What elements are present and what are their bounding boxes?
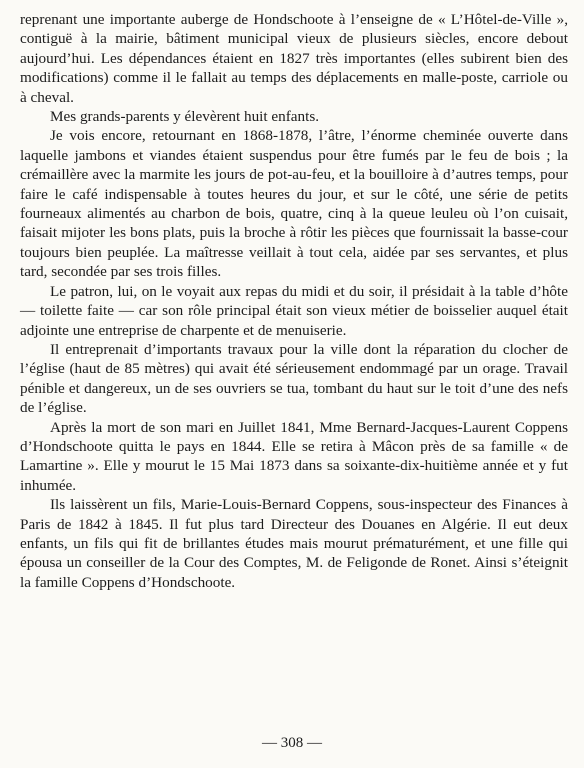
page-number: — 308 — (262, 735, 322, 751)
paragraph-hearth-memories: Je vois encore, retournant en 1868-1878, l’âtre, l’énorme cheminée ouverte dans laquelle jambons et viandes étaient suspendus pour être fumés par le feu de bois ; la crémaillère avec la marmite les jours de pot-au-feu, et la bouilloire à d’autres temps, pour faire le café indispensable à toutes heures du jour, et sur le côté, une série de petits fourneaux alimentés au charbon de bois, quatre, cinq à la queue leuleu où l’on cuisait, faisait mijoter les bons plats, puis la broche à rôtir les pièces que fournissait la basse-cour toujours bien peuplée. La maîtresse veillait à tout cela, aidée par ses servantes, et plus tard, secondée par ses trois filles. (20, 127, 568, 281)
paragraph-inn-description: reprenant une importante auberge de Hondschoote à l’enseigne de « L’Hôtel-de-Ville », contiguë à la mairie, bâtiment municipal vieux de plusieurs siècles, encore debout aujourd’hui. Les dépendances étaient en 1827 très importantes (elles subirent bien des modifications) comme il le fallait au temps des déplacements en malle-poste, carriole ou à cheval. (20, 11, 568, 106)
body-text (20, 10, 568, 592)
paragraph-descendants: Ils laissèrent un fils, Marie-Louis-Bernard Coppens, sous-inspecteur des Finances à Paris de 1842 à 1845. Il fut plus tard Directeur des Douanes en Algérie. Il eut deux enfants, un fils qui fit de brillantes études mais mourut prématurément, et une fille qui épousa un conseiller de la Cour des Comptes, M. de Feligonde de Ronet. Ainsi s’éteignit la famille Coppens d’Hondschoote. (20, 496, 568, 591)
paragraph-grandparents: Mes grands-parents y élevèrent huit enfants. (50, 108, 320, 126)
paragraph-patron: Le patron, lui, on le voyait aux repas du midi et du soir, il présidait à la table d’hôte — toilette faite — car son rôle principal était son vieux métier de boisselier auquel était adjointe une entreprise de charpente et de menuiserie. (20, 282, 568, 339)
paragraph-widow-departure: Après la mort de son mari en Juillet 1841, Mme Bernard-Jacques-Laurent Coppens d’Hondschoote quitta le pays en 1844. Elle se retira à Mâcon près de sa famille « de Lamartine ». Elle y mourut le 15 Mai 1873 dans sa soixante-dix-huitième année et y fut inhumée. (20, 418, 568, 494)
paragraph-church-works: Il entreprenait d’importants travaux pour la ville dont la réparation du clocher de l’église (haut de 85 mètres) qui avait été sérieusement endommagé par un orage. Travail pénible et dangereux, un de ses ouvriers se tua, tombant du haut sur le toit d’une des nefs de l’église. (20, 340, 568, 417)
